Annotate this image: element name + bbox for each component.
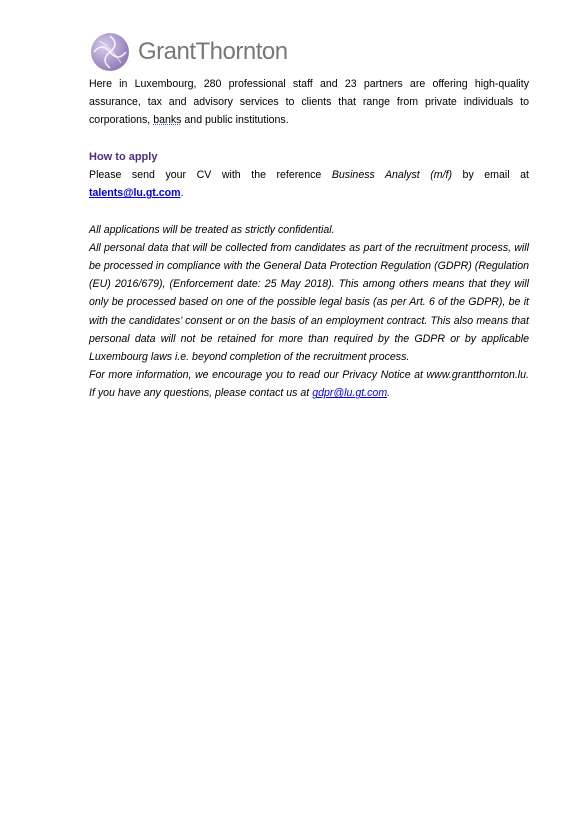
intro-text: Here in Luxembourg, 280 professional staff and 23 partners are offering high-quality assurance, tax and advisory services to clients that range from private individuals to corporations, <box>89 78 529 127</box>
more-info-text-end: . <box>387 387 391 400</box>
gdpr-paragraph: All personal data that will be collected from candidates as part of the recruitment process, will be processed in compliance with the General Data Protection Regulation (GDPR) (Regulation (EU) 2016/679), (Enforcement date: 25 May 2018). This among others means that they will only be processed based on one of the possible legal basis (as per Art. 6 of the GDPR), be it with the candidates’ consent or on the basis of an employment contract. This also means that personal data will not be retained for more than required by the GDPR or by applicable Luxembourg laws i.e. beyond completion of the recruitment process. <box>89 241 529 364</box>
document-body <box>89 75 529 403</box>
intro-underlined-word: banks <box>153 114 182 127</box>
company-logo <box>90 32 288 72</box>
confidential-notice: All applications will be treated as strictly confidential. <box>89 223 335 236</box>
how-to-apply-heading: How to apply <box>89 150 158 163</box>
intro-text-end: and public institutions. <box>181 114 289 127</box>
intro-paragraph <box>89 75 529 130</box>
gdpr-email-link[interactable]: gdpr@lu.gt.com <box>312 387 388 400</box>
more-info-paragraph <box>89 366 529 402</box>
logo-text: GrantThornton <box>138 38 288 65</box>
talents-email-link[interactable]: talents@lu.gt.com <box>89 187 181 200</box>
job-reference: Business Analyst (m/f) <box>331 169 453 181</box>
apply-text-after: . <box>180 187 184 200</box>
apply-paragraph <box>89 166 529 202</box>
spacer <box>89 130 529 148</box>
grant-thornton-logo-icon <box>90 32 130 72</box>
apply-text-before: Please send your CV with the reference <box>89 169 332 181</box>
spacer <box>89 202 529 220</box>
more-info-text: For more information, we encourage you to read our Privacy Notice at www.grantthornton.lu. If you have any questions, please contact us at <box>89 369 529 400</box>
apply-text-middle: by email at <box>452 169 529 181</box>
